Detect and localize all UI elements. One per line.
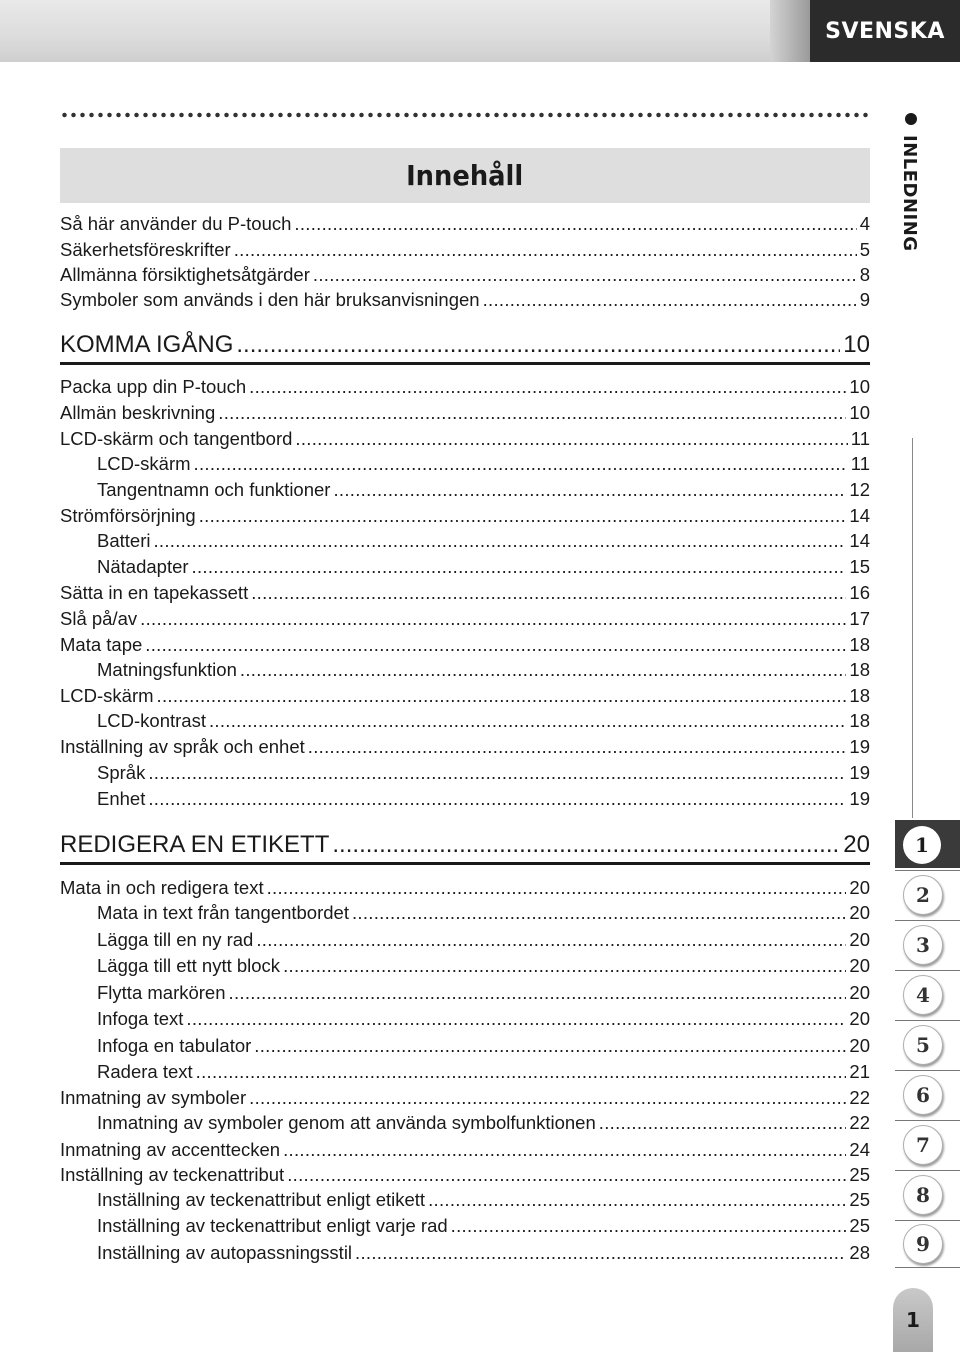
toc-entry-title: Sätta in en tapekassett <box>60 582 249 603</box>
toc-entry-title: Inmatning av symboler <box>60 1087 247 1108</box>
toc-entry-page: 19 <box>849 736 870 757</box>
chapter-heading-page: 20 <box>843 831 870 858</box>
toc-entry-page: 14 <box>849 505 870 526</box>
toc-entry[interactable] <box>60 212 870 236</box>
toc-entry[interactable] <box>60 1138 870 1162</box>
toc-entry-title: Säkerhetsföreskrifter <box>60 239 231 260</box>
chapter-number: 3 <box>903 925 943 965</box>
language-label: SVENSKA <box>825 18 945 44</box>
toc-entry[interactable] <box>60 684 870 708</box>
chapter-tab-7[interactable] <box>895 1120 960 1168</box>
toc-entry-page: 4 <box>859 213 870 234</box>
toc-entry-page: 17 <box>849 608 870 629</box>
toc-entry-title: LCD-skärm <box>97 453 191 474</box>
toc-entry-title: Infoga en tabulator <box>97 1035 252 1056</box>
toc-entry-title: Symboler som används i den här bruksanvisningen <box>60 289 480 310</box>
toc-entry-title: LCD-kontrast <box>97 710 206 731</box>
toc-subentry[interactable] <box>60 928 870 952</box>
heading-rule <box>60 362 870 365</box>
toc-subentry[interactable] <box>60 954 870 978</box>
bullet-icon <box>905 113 917 125</box>
toc-entry-title: Inställning av teckenattribut enligt etikett <box>97 1189 426 1210</box>
chapter-tab-2[interactable] <box>895 870 960 918</box>
toc-entry-page: 22 <box>849 1087 870 1108</box>
toc-entry-title: Lägga till ett nytt block <box>97 955 281 976</box>
toc-entry-title: LCD-skärm <box>60 685 154 706</box>
title-bar <box>60 148 870 203</box>
heading-rule <box>60 862 870 865</box>
chapter-tab-3[interactable] <box>895 920 960 968</box>
toc-entry-page: 18 <box>849 634 870 655</box>
toc-entry[interactable] <box>60 1086 870 1110</box>
language-tab <box>810 0 960 62</box>
toc-entry[interactable] <box>60 876 870 900</box>
toc-subentry[interactable] <box>60 1034 870 1058</box>
toc-subentry[interactable] <box>60 478 870 502</box>
toc-entry-page: 20 <box>849 902 870 923</box>
toc-entry-page: 24 <box>849 1139 870 1160</box>
toc-entry-title: Lägga till en ny rad <box>97 929 254 950</box>
chapter-number: 7 <box>903 1125 943 1165</box>
toc-entry-page: 18 <box>849 710 870 731</box>
toc-subentry[interactable] <box>60 452 870 476</box>
toc-entry-title: Allmän beskrivning <box>60 402 216 423</box>
chapter-number: 8 <box>903 1175 943 1215</box>
toc-entry-page: 20 <box>849 1008 870 1029</box>
toc-entry-page: 8 <box>859 264 870 285</box>
toc-entry-page: 20 <box>849 929 870 950</box>
toc-entry-page: 22 <box>849 1112 870 1133</box>
toc-subentry[interactable] <box>60 658 870 682</box>
toc-entry[interactable] <box>60 735 870 759</box>
toc-entry-page: 20 <box>849 955 870 976</box>
toc-entry-title: Packa upp din P-touch <box>60 376 247 397</box>
toc-entry-title: Enhet <box>97 788 146 809</box>
toc-subentry[interactable] <box>60 1007 870 1031</box>
toc-entry[interactable] <box>60 607 870 631</box>
chapter-heading-title: KOMMA IGÅNG <box>60 331 234 358</box>
toc-entry[interactable] <box>60 427 870 451</box>
toc-entry-title: LCD-skärm och tangentbord <box>60 428 293 449</box>
toc-entry-page: 20 <box>849 982 870 1003</box>
toc-entry-title: Infoga text <box>97 1008 184 1029</box>
toc-subentry[interactable] <box>60 555 870 579</box>
toc-entry-title: Inställning av språk och enhet <box>60 736 305 757</box>
toc-entry-page: 21 <box>849 1061 870 1082</box>
toc-entry-title: Matningsfunktion <box>97 659 237 680</box>
toc-entry-page: 20 <box>849 877 870 898</box>
toc-entry-title: Mata in text från tangentbordet <box>97 902 349 923</box>
toc-entry[interactable] <box>60 375 870 399</box>
toc-entry[interactable] <box>60 504 870 528</box>
toc-entry-page: 20 <box>849 1035 870 1056</box>
toc-subentry[interactable] <box>60 981 870 1005</box>
toc-entry[interactable] <box>60 288 870 312</box>
toc-subentry[interactable] <box>60 709 870 733</box>
toc-entry-title: Radera text <box>97 1061 193 1082</box>
toc-entry-title: Strömförsörjning <box>60 505 196 526</box>
toc-entry-title: Inställning av autopassningsstil <box>97 1242 353 1263</box>
toc-entry-page: 19 <box>849 788 870 809</box>
toc-entry[interactable] <box>60 401 870 425</box>
chapter-number: 6 <box>903 1075 943 1115</box>
toc-subentry[interactable] <box>60 1241 870 1265</box>
toc-entry[interactable] <box>60 238 870 262</box>
toc-entry[interactable] <box>60 1163 870 1187</box>
toc-entry-page: 9 <box>859 289 870 310</box>
toc-entry-page: 5 <box>859 239 870 260</box>
toc-entry-page: 11 <box>850 428 870 449</box>
chapter-number: 5 <box>903 1025 943 1065</box>
toc-subentry[interactable] <box>60 901 870 925</box>
toc-entry-page: 10 <box>849 376 870 397</box>
toc-entry-title: Tangentnamn och funktioner <box>97 479 331 500</box>
toc-entry[interactable] <box>60 581 870 605</box>
chapter-number: 4 <box>903 975 943 1015</box>
toc-entry-page: 25 <box>849 1215 870 1236</box>
toc-entry-page: 15 <box>849 556 870 577</box>
toc-entry-page: 19 <box>849 762 870 783</box>
toc-subentry[interactable] <box>60 1060 870 1084</box>
toc-entry-page: 25 <box>849 1189 870 1210</box>
chapter-heading[interactable] <box>60 828 870 862</box>
toc-entry-page: 10 <box>849 402 870 423</box>
chapter-heading-page: 10 <box>843 331 870 358</box>
chapter-tab-8[interactable] <box>895 1170 960 1218</box>
chapter-number: 1 <box>903 826 941 864</box>
chapter-tab-4[interactable] <box>895 970 960 1018</box>
header-band <box>0 0 810 62</box>
toc-subentry[interactable] <box>60 529 870 553</box>
chapter-tab-6[interactable] <box>895 1070 960 1118</box>
toc-entry-title: Mata in och redigera text <box>60 877 264 898</box>
toc-subentry[interactable] <box>60 761 870 785</box>
header-band-shade <box>770 0 810 62</box>
page-number-tab <box>893 1288 933 1352</box>
page-number: 1 <box>906 1308 920 1332</box>
toc-entry-page: 18 <box>849 659 870 680</box>
toc-entry-title: Inmatning av accenttecken <box>60 1139 281 1160</box>
section-side-label: INLEDNING <box>899 135 920 252</box>
toc-entry-title: Inställning av teckenattribut <box>60 1164 285 1185</box>
page-title: Innehåll <box>406 159 524 192</box>
toc-entry-title: Slå på/av <box>60 608 138 629</box>
toc-entry-title: Allmänna försiktighetsåtgärder <box>60 264 310 285</box>
toc-entry-page: 14 <box>849 530 870 551</box>
toc-entry-title: Inställning av teckenattribut enligt varje rad <box>97 1215 448 1236</box>
toc-entry-title: Nätadapter <box>97 556 189 577</box>
toc-entry-page: 28 <box>849 1242 870 1263</box>
toc-entry-title: Inmatning av symboler genom att använda symbolfunktionen <box>97 1112 596 1133</box>
chapter-tab-1[interactable] <box>895 820 960 868</box>
toc-entry-title: Batteri <box>97 530 151 551</box>
chapter-tab-5[interactable] <box>895 1020 960 1068</box>
toc-subentry[interactable] <box>60 1214 870 1238</box>
chapter-tab-9[interactable] <box>895 1220 960 1268</box>
chapter-number: 2 <box>903 875 943 915</box>
toc-entry-page: 18 <box>849 685 870 706</box>
toc-subentry[interactable] <box>60 1188 870 1212</box>
toc-entry-title: Så här använder du P-touch <box>60 213 292 234</box>
toc-entry-title: Språk <box>97 762 146 783</box>
toc-entry-title: Flytta markören <box>97 982 226 1003</box>
chapter-number: 9 <box>903 1224 943 1264</box>
toc-entry[interactable] <box>60 633 870 657</box>
chapter-heading-title: REDIGERA EN ETIKETT <box>60 831 330 858</box>
toc-entry-title: Mata tape <box>60 634 143 655</box>
toc-subentry[interactable] <box>60 787 870 811</box>
chapter-heading[interactable] <box>60 328 870 362</box>
toc-entry-page: 16 <box>849 582 870 603</box>
dotted-rule <box>60 111 870 119</box>
toc-entry[interactable] <box>60 263 870 287</box>
toc-subentry[interactable] <box>60 1111 870 1135</box>
toc-entry-page: 12 <box>849 479 870 500</box>
toc-entry-page: 25 <box>849 1164 870 1185</box>
toc-entry-page: 11 <box>850 453 870 474</box>
side-divider <box>912 438 913 818</box>
